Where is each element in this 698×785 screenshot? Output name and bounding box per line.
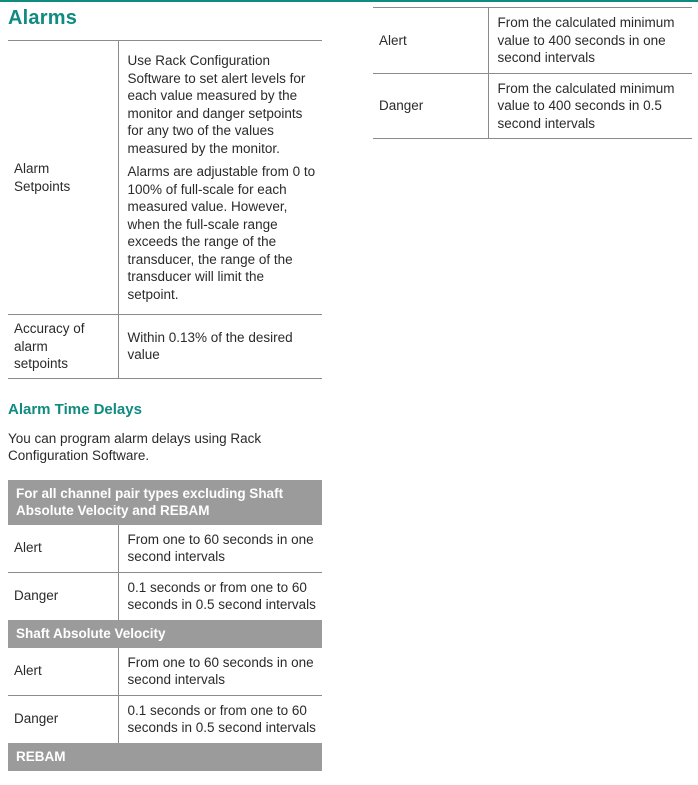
row-label: Danger — [373, 73, 488, 139]
row-label: Alert — [373, 8, 488, 74]
table-row — [8, 525, 322, 573]
row-label: Alert — [8, 525, 118, 573]
row-value: From the calculated minimum value to 400 seconds in 0.5 second intervals — [488, 73, 692, 139]
table-row — [8, 695, 322, 743]
row-label: Alert — [8, 648, 118, 696]
table-row — [373, 73, 692, 139]
table-row — [8, 572, 322, 620]
table-row — [8, 315, 322, 379]
row-value: Within 0.13% of the desired value — [118, 315, 322, 379]
row-value: 0.1 seconds or from one to 60 seconds in 0.5 second intervals — [118, 695, 322, 743]
row-value: From one to 60 seconds in one second intervals — [127, 531, 314, 564]
left-column — [8, 6, 322, 771]
right-column — [373, 7, 692, 139]
delay-table-shaft-absolute-velocity — [8, 648, 322, 743]
section-title-alarm-time-delays: Alarm Time Delays — [8, 400, 142, 418]
calculated-minimum-table — [373, 7, 692, 139]
page-title: Alarms — [8, 7, 78, 29]
table-header-bar-rebam: REBAM — [8, 743, 322, 771]
row-label: Danger — [8, 572, 118, 620]
table-row — [8, 41, 322, 315]
table-header-bar-shaft-absolute-velocity: Shaft Absolute Velocity — [8, 620, 322, 648]
table-row — [373, 8, 692, 74]
row-value — [118, 41, 322, 315]
row-value: From the calculated minimum value to 400 seconds in one second intervals — [497, 15, 675, 65]
row-label: Danger — [8, 695, 118, 743]
row-value: 0.1 seconds or from one to 60 seconds in 0.5 second intervals — [118, 572, 322, 620]
row-value: From one to 60 seconds in one second intervals — [127, 654, 314, 687]
setpoints-paragraph-2: Alarms are adjustable from 0 to 100% of full-scale for each measured value. However, when the full-scale range exceeds the range of the transducer, the range of the transducer will limit the setpoint. — [127, 164, 316, 302]
setpoints-paragraph-1: Use Rack Configuration Software to set alert levels for each value measured by the monitor and danger setpoints for any two of the values measured by the monitor. — [127, 53, 306, 156]
page-top-rule — [0, 0, 698, 2]
intro-paragraph: You can program alarm delays using Rack Configuration Software. — [8, 430, 262, 463]
alarm-setpoints-table — [8, 40, 322, 379]
table-header-bar-excluding: For all channel pair types excluding Shaft Absolute Velocity and REBAM — [8, 480, 322, 525]
row-label: Accuracy of alarm setpoints — [8, 315, 118, 379]
table-row — [8, 648, 322, 696]
row-label: Alarm Setpoints — [8, 41, 118, 315]
delay-table-excluding — [8, 525, 322, 620]
